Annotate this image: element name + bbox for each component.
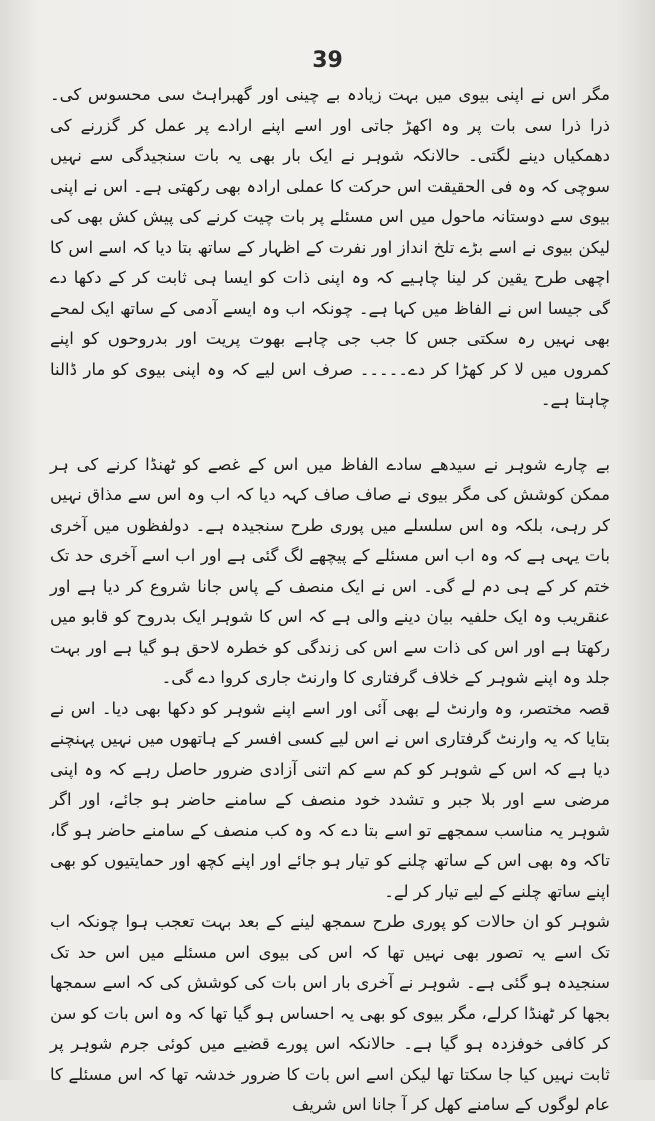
paragraph: شوہر کو ان حالات کو پوری طرح سمجھ لینے کے بعد بہت تعجب ہوا چونکہ اب تک اسے یہ تصور بھی نہیں تھا کہ اس کی بیوی اس مسئلے میں اس حد تک سنجیدہ ہو گئی ہے۔ شوہر نے آخری بار اس بات کی کوشش کی کہ اسے سمجھا بجھا کر ٹھنڈا کرلے، مگر بیوی کو بھی یہ احساس ہو گیا تھا کہ وہ اس بات کو سن کر کافی خوفزدہ ہو گیا ہے۔ حالانکہ اس پورے قضیے میں کوئی جرم شوہر پر ثابت نہیں کیا جا سکتا تھا لیکن اسے اس بات کا ضرور خدشہ تھا کہ اس مسئلے کا عام لوگوں کے سامنے کھل کر آ جانا اس شریف	[50, 912, 610, 1114]
paragraph: بے چارے شوہر نے سیدھے سادے الفاظ میں اس کے غصے کو ٹھنڈا کرنے کی ہر ممکن کوشش کی مگر بیوی نے صاف صاف کہہ دیا کہ اب وہ اس سے مذاق نہیں کر رہی، بلکہ وہ اس سلسلے میں پوری طرح سنجیدہ ہے۔ دولفظوں میں آخری بات یہی ہے کہ وہ اب اس مسئلے کے پیچھے لگ گئی ہے اور اب اسے آخری حد تک ختم کر کے ہی دم لے گی۔ اس نے ایک منصف کے پاس جانا شروع کر دیا ہے اور عنقریب وہ ایک حلفیہ بیان دینے والی ہے کہ اس کا شوہر ایک بدروح کو قابو میں رکھتا ہے اور اس کی ذات سے اس کی زندگی کو خطرہ لاحق ہو گیا ہے اور بہت جلد وہ اپنے شوہر کے خلاف گرفتاری کا وارنٹ جاری کروا دے گی۔	[50, 454, 610, 687]
body-text	[50, 80, 610, 1114]
paragraph: قصہ مختصر، وہ وارنٹ لے بھی آئی اور اسے اپنے شوہر کو دکھا بھی دیا۔ اس نے بتایا کہ یہ وارنٹ گرفتاری اس نے اس لیے کسی افسر کے ہاتھوں میں نہیں پہنچنے دیا ہے کہ اس کے شوہر کو کم سے کم اتنی آزادی ضرور حاصل رہے کہ وہ اپنی مرضی سے اور بلا جبر و تشدد خود منصف کے سامنے حاضر ہو جائے، اور اگر شوہر یہ مناسب سمجھے تو اسے بتا دے کہ وہ کب منصف کے سامنے حاضر ہو گا، تاکہ وہ بھی اس کے ساتھ چلنے کو تیار ہو جائے اور اپنے کچھ اور حمایتیوں کو بھی اپنے ساتھ چلنے کے لیے تیار کر لے۔	[50, 698, 610, 901]
paragraph: مگر اس نے اپنی بیوی میں بہت زیادہ بے چینی اور گھبراہٹ سی محسوس کی۔ ذرا ذرا سی بات پر وہ اکھڑ جاتی اور اسے اپنے ارادے پر عمل کر گزرنے کی دھمکیاں دینے لگتی۔ حالانکہ شوہر نے ایک بار بھی یہ بات سنجیدگی سے نہیں سوچی کہ وہ فی الحقیقت اس حرکت کا عملی ارادہ بھی رکھتی ہے۔ اس نے اپنی بیوی سے دوستانہ ماحول میں اس مسئلے پر بات چیت کرنے کی پیش کش بھی کی لیکن بیوی نے اسے بڑے تلخ انداز اور نفرت کے اظہار کے ساتھ بتا دیا کہ اسے اس کا اچھی طرح یقین کر لینا چاہیے کہ وہ اپنی ذات کو ایسا ہی ثابت کر کے دکھا دے گی جیسا اس نے الفاظ میں کہا ہے۔ چونکہ اب وہ ایسے آدمی کے ساتھ ایک لمحے بھی نہیں رہ سکتی جس کا جب جی چاہے بھوت پریت اور بدروحوں کو اپنے کمروں میں لا کر کھڑا کر دے۔۔۔۔۔ صرف اس لیے کہ وہ اپنی بیوی کو مار ڈالنا چاہتا ہے۔	[50, 85, 610, 409]
page-number: 39	[312, 48, 343, 73]
